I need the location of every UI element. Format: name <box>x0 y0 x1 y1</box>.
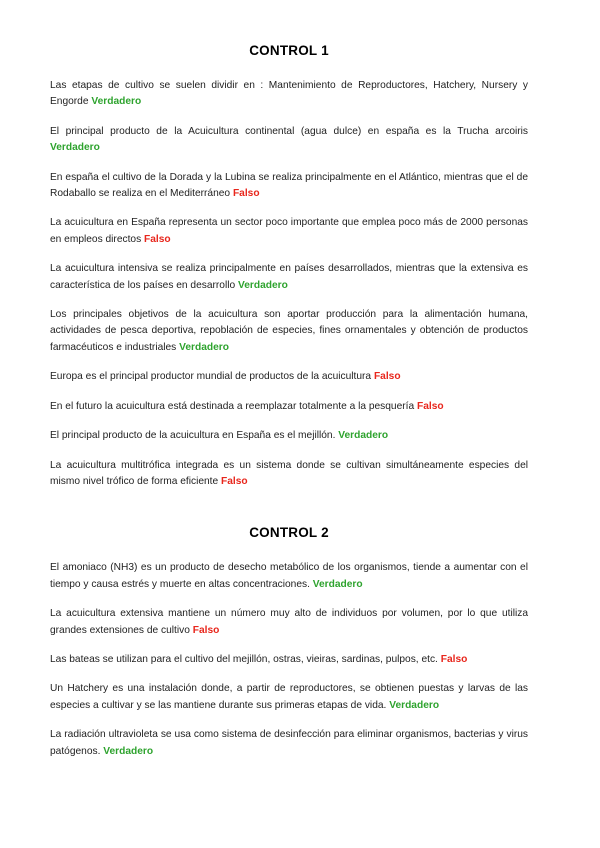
statement-text: La acuicultura intensiva se realiza principalmente en países desarrollados, mientras que la extensiva es característica de los países en desarrollo <box>50 263 528 291</box>
section-title-control-2: CONTROL 2 <box>249 525 329 541</box>
statement-1-8 <box>50 399 528 415</box>
statement-1-4 <box>50 215 528 248</box>
answer-false: Falso <box>416 400 444 412</box>
statement-2-1 <box>50 560 528 593</box>
statement-text: En el futuro la acuicultura está destinada a reemplazar totalmente a la pesquería <box>50 400 415 412</box>
statement-1-10 <box>50 458 528 491</box>
statement-1-6 <box>50 307 528 356</box>
statement-text: La acuicultura extensiva mantiene un número muy alto de individuos por volumen, por lo que utiliza grandes extensiones de cultivo <box>50 608 528 636</box>
document-page <box>50 0 528 773</box>
answer-true: Verdadero <box>50 142 100 154</box>
answer-false: Falso <box>144 233 171 245</box>
statement-text: Los principales objetivos de la acuicultura son aportar producción para la alimentación humana, actividades de pesca deportiva, repoblación de especies, fines ornamentales y obtención de productos farmacéuticos e industriales <box>50 309 528 353</box>
answer-true: Verdadero <box>389 699 440 711</box>
answer-true: Verdadero <box>103 745 154 757</box>
statement-2-3 <box>50 652 528 668</box>
statement-text: Las bateas se utilizan para el cultivo del mejillón, ostras, vieiras, sardinas, pulpos, etc. <box>50 653 438 665</box>
statement-1-2 <box>50 124 528 157</box>
statement-text: El principal producto de la Acuicultura continental (agua dulce) en españa es la Trucha arcoiris <box>50 125 528 137</box>
statement-1-9 <box>50 428 528 444</box>
statement-text: El amoniaco (NH3) es un producto de desecho metabólico de los organismos, tiende a aumentar con el tiempo y causa estrés y muerte en altas concentraciones. <box>50 562 528 590</box>
statement-text: La acuicultura en España representa un sector poco importante que emplea poco más de 2000 personas en empleos directos <box>50 217 528 245</box>
statement-text: Las etapas de cultivo se suelen dividir en : Mantenimiento de Reproductores, Hatchery, Nursery y Engorde <box>50 80 528 108</box>
answer-false: Falso <box>373 371 401 383</box>
answer-true: Verdadero <box>338 430 389 442</box>
answer-true: Verdadero <box>238 279 288 291</box>
answer-false: Falso <box>232 188 260 200</box>
statement-text: La radiación ultravioleta se usa como sistema de desinfección para eliminar organismos, bacterias y virus patógenos. <box>50 729 528 757</box>
answer-false: Falso <box>440 653 468 665</box>
statement-text: En españa el cultivo de la Dorada y la Lubina se realiza principalmente en el Atlántico, mientras que el de Rodaballo se realiza en el Mediterráneo <box>50 171 528 200</box>
answer-true: Verdadero <box>312 578 363 590</box>
statement-text: Un Hatchery es una instalación donde, a partir de reproductores, se obtienen puestas y larvas de las especies a cultivar y se las mantiene durante sus primeras etapas de vida. <box>50 683 528 711</box>
statement-1-3 <box>50 170 528 203</box>
statement-1-5 <box>50 261 528 294</box>
answer-true: Verdadero <box>91 96 142 108</box>
statement-1-7 <box>50 369 528 385</box>
statement-text: Europa es el principal productor mundial de productos de la acuicultura <box>50 371 372 383</box>
statement-1-1 <box>50 78 528 111</box>
statement-2-4 <box>50 681 528 714</box>
answer-false: Falso <box>192 624 220 636</box>
answer-true: Verdadero <box>179 341 229 353</box>
section-title-control-1: CONTROL 1 <box>249 43 329 58</box>
statement-2-2 <box>50 606 528 639</box>
answer-false: Falso <box>221 475 248 487</box>
statement-2-5 <box>50 727 528 760</box>
statement-text: El principal producto de la acuicultura en España es el mejillón. <box>50 430 336 442</box>
statement-text: La acuicultura multitrófica integrada es un sistema donde se cultivan simultáneamente especies del mismo nivel trófico de forma eficiente <box>50 459 528 487</box>
